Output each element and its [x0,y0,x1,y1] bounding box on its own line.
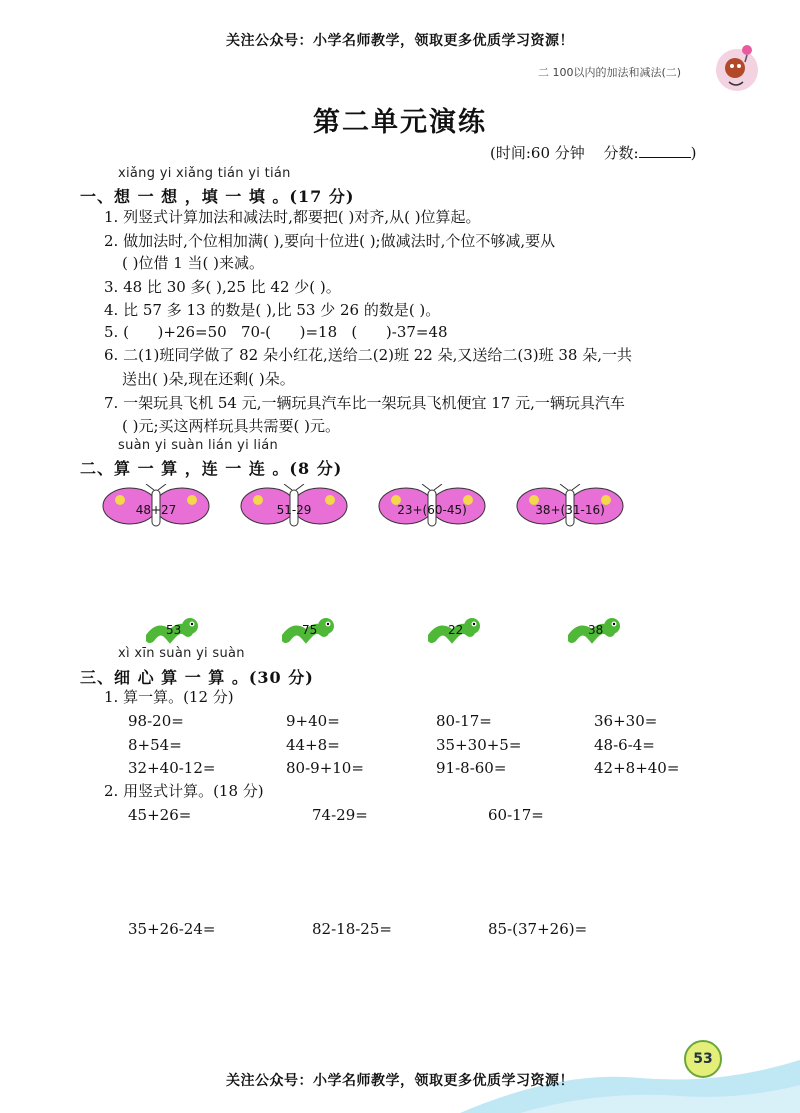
vertical-calc-item: 45+26= [128,806,192,824]
vertical-calc-item: 82-18-25= [312,920,392,938]
question-4: 4. 比 57 多 13 的数是( ),比 53 少 26 的数是( )。 [104,301,441,319]
question-2a: 2. 做加法时,个位相加满( ),要向十位进( );做减法时,个位不够减,要从 [104,232,556,250]
section3-pinyin: xì xīn suàn yi suàn [118,646,245,661]
score-close: ) [690,144,697,162]
question-3: 3. 48 比 30 多( ),25 比 42 少( )。 [104,278,341,296]
question-7a: 7. 一架玩具飞机 54 元,一辆玩具汽车比一架玩具飞机便宜 17 元,一辆玩具汽车 [104,394,625,412]
question-1: 1. 列竖式计算加法和减法时,都要把( )对齐,从( )位算起。 [104,208,481,226]
section1-heading: 一、想 一 想 ，填 一 填 。(17 分) [80,187,355,206]
calc-item: 48-6-4= [594,736,655,754]
exam-meta [490,142,696,163]
calc-item: 44+8= [286,736,340,754]
butterfly-card[interactable] [102,484,210,532]
butterfly-card[interactable] [378,484,486,532]
subsection-1-title: 1. 算一算。(12 分) [104,688,234,706]
calc-item: 42+8+40= [594,759,680,777]
calc-item: 80-9+10= [286,759,364,777]
subsection-2-title: 2. 用竖式计算。(18 分) [104,782,264,800]
caterpillar-card[interactable] [282,614,336,646]
section2-pinyin: suàn yi suàn lián yi lián [118,438,279,453]
question-6b: 送出( )朵,现在还剩( )朵。 [122,370,295,388]
time-limit: (时间:60 分钟 [490,144,585,162]
question-6a: 6. 二(1)班同学做了 82 朵小红花,送给二(2)班 22 朵,又送给二(3)班 38 朵,一共 [104,346,632,364]
calc-item: 36+30= [594,712,658,730]
caterpillar-card[interactable] [146,614,200,646]
section3-heading: 三、细 心 算 一 算 。(30 分) [80,668,314,687]
caterpillar-number: 53 [166,623,182,637]
caterpillar-number: 75 [302,623,318,637]
mascot-icon [712,40,762,95]
calc-item: 32+40-12= [128,759,216,777]
section1-pinyin: xiǎng yi xiǎng tián yi tián [118,166,291,181]
section2-heading: 二、算 一 算 ，连 一 连 。(8 分) [80,459,343,478]
calc-item: 98-20= [128,712,184,730]
top-banner: 关注公众号：小学名师教学，领取更多优质学习资源！ [226,33,574,49]
calc-item: 35+30+5= [436,736,522,754]
bottom-banner: 关注公众号：小学名师教学，领取更多优质学习资源！ [226,1073,574,1089]
question-2b: ( )位借 1 当( )来减。 [122,254,265,272]
caterpillar-number: 22 [448,623,464,637]
chapter-label: 二 100以内的加法和减法(二) [538,66,682,79]
calc-item: 80-17= [436,712,492,730]
score-label: 分数: [603,144,639,162]
vertical-calc-item: 60-17= [488,806,544,824]
vertical-calc-item: 74-29= [312,806,368,824]
butterfly-card[interactable] [240,484,348,532]
calc-item: 9+40= [286,712,340,730]
page-number: 53 [693,1051,713,1067]
caterpillar-card[interactable] [568,614,622,646]
question-7b: ( )元;买这两样玩具共需要( )元。 [122,417,340,435]
question-5: 5. ( )+26=50 70-( )=18 ( )-37=48 [104,323,448,341]
butterfly-expression: 23+(60-45) [397,503,467,517]
page-title: 第二单元演练 [313,107,487,138]
calc-item: 8+54= [128,736,182,754]
calc-item: 91-8-60= [436,759,507,777]
score-blank[interactable] [639,143,691,158]
butterfly-card[interactable] [516,484,624,532]
butterfly-expression: 51-29 [276,503,312,517]
butterfly-expression: 48+27 [135,503,177,517]
caterpillar-card[interactable] [428,614,482,646]
butterfly-expression: 38+(31-16) [535,503,605,517]
caterpillar-number: 38 [588,623,604,637]
vertical-calc-item: 85-(37+26)= [488,920,588,938]
vertical-calc-item: 35+26-24= [128,920,216,938]
